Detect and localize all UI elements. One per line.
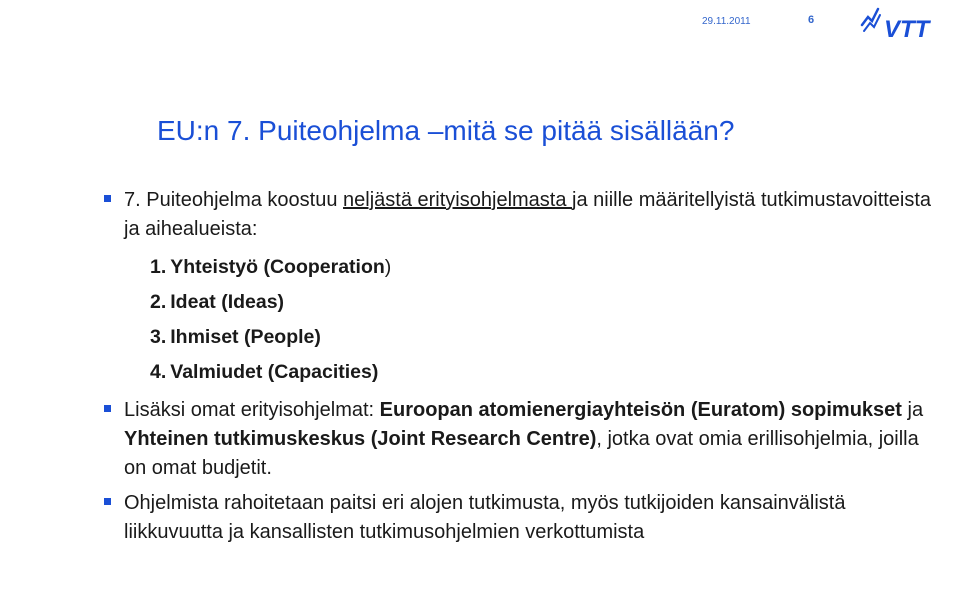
underlined-phrase: neljästä erityisohjelmasta bbox=[343, 189, 573, 211]
header-bar bbox=[0, 0, 960, 52]
list-item: 1. Yhteistyö (Cooperation) bbox=[150, 256, 392, 278]
bullet-funding: Ohjelmista rahoitetaan paitsi eri alojen tutkimusta, myös tutkijoiden kansainvälistä liikkuvuutta ja kansallisten tutkimusohjelmien verkottumista bbox=[104, 489, 934, 547]
list-item: 2. Ideat (Ideas) bbox=[150, 291, 285, 313]
slide-title: EU:n 7. Puiteohjelma –mitä se pitää sisällään? bbox=[157, 115, 735, 146]
program-list bbox=[150, 250, 934, 390]
list-item: 4. Valmiudet (Capacities) bbox=[150, 361, 379, 383]
slide-date: 29.11.2011 bbox=[702, 16, 751, 27]
bullet-framework: 7. Puiteohjelma koostuu neljästä erityisohjelmasta ja niille määritellyistä tutkimustavoitteista ja aihealueista: bbox=[104, 186, 934, 244]
square-bullet-icon bbox=[104, 195, 111, 202]
list-item: 3. Ihmiset (People) bbox=[150, 326, 321, 348]
square-bullet-icon bbox=[104, 405, 111, 412]
bullet-additional-programs: Lisäksi omat erityisohjelmat: Euroopan atomienergiayhteisön (Euratom) sopimukset ja Yhteinen tutkimuskeskus (Joint Research Centre), jotka ovat omia erillisohjelmia, joilla on omat budjetit. bbox=[104, 396, 934, 483]
square-bullet-icon bbox=[104, 498, 111, 505]
vtt-logo-icon bbox=[854, 7, 950, 41]
slide-body bbox=[104, 186, 934, 553]
page-number: 6 bbox=[808, 14, 815, 26]
logo-text: VTT bbox=[884, 16, 930, 41]
